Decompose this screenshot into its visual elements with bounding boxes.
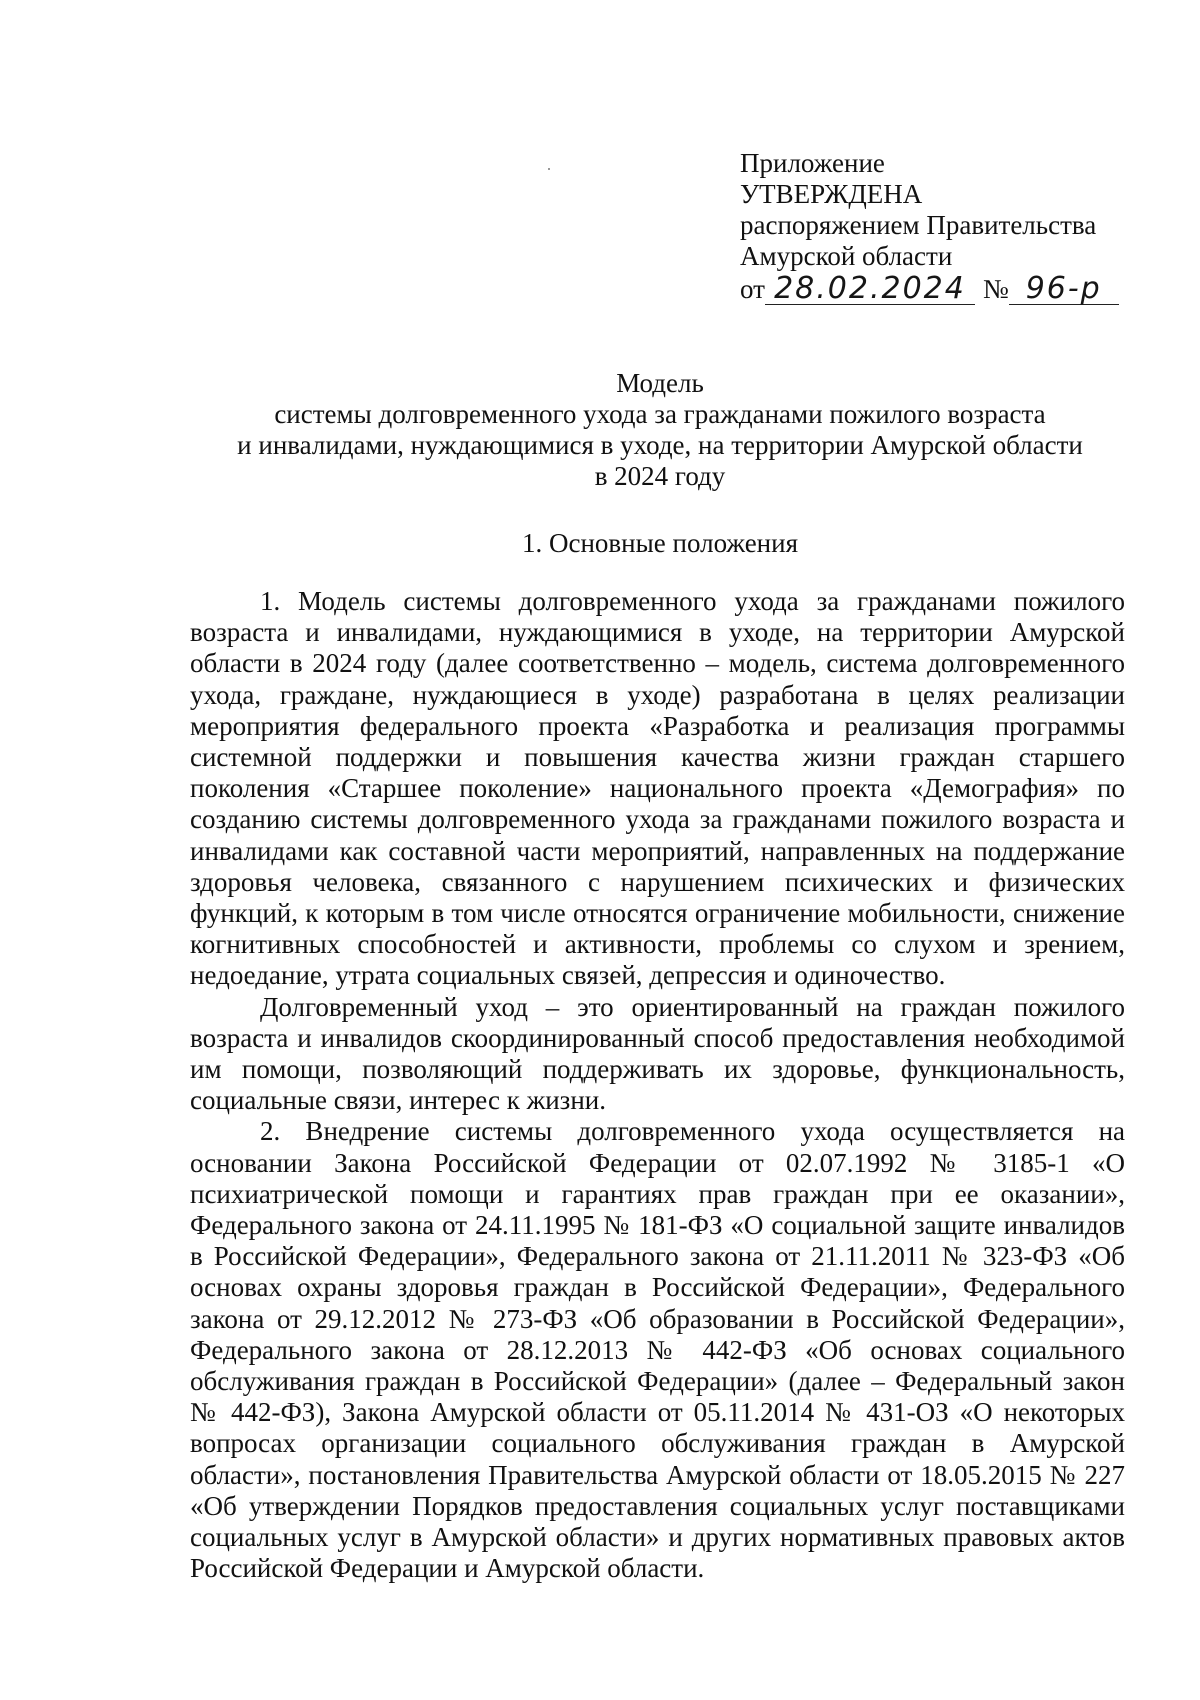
approved-label: УТВЕРЖДЕНА <box>740 179 923 209</box>
authority-line: Амурской области <box>740 241 953 271</box>
approved-by-line: распоряжением Правительства <box>740 210 1097 240</box>
number-label: № <box>982 274 1009 304</box>
paragraph-1: 1. Модель системы долговременного ухода за гражданами пожилого возраста и инвалидами, нуждающимися в уходе, на территории Амурской области в 2024 году (далее соответственно – модель, система долговременного ухода, граждане, нуждающиеся в уходе) разработана в целях реализации мероприятия федерального проекта «Разработка и реализация программы системной поддержки и повышения качества жизни граждан старшего поколения «Старшее поколение» национального проекта «Демография» по созданию системы долговременного ухода за гражданами пожилого возраста и инвалидами как составной части мероприятий, направленных на поддержание здоровья человека, связанного с нарушением психических и физических функций, к которым в том числе относятся ограничение мобильности, снижение когнитивных способностей и активности, проблемы со слухом и зрением, недоедание, утрата социальных связей, депрессия и одиночество. <box>190 586 1125 991</box>
title-line-4: в 2024 году <box>594 461 726 491</box>
date-prefix: от <box>740 274 765 304</box>
scan-speck <box>548 168 550 170</box>
title-line-2: системы долговременного ухода за гражданами пожилого возраста <box>274 399 1046 429</box>
paragraph-3: 2. Внедрение системы долговременного ухода осуществляется на основании Закона Российской Федерации от 02.07.1992 № 3185-1 «О психиатрической помощи и гарантиях прав граждан при ее оказании», Федерального закона от 24.11.1995 № 181-ФЗ «О социальной защите инвалидов в Российской Федерации», Федерального закона от 21.11.2011 № 323-ФЗ «Об основах охраны здоровья граждан в Российской Федерации», Федерального закона от 29.12.2012 № 273-ФЗ «Об образовании в Российской Федерации», Федерального закона от 28.12.2013 № 442-ФЗ «Об основах социального обслуживания граждан в Российской Федерации» (далее – Федеральный закон № 442-ФЗ), Закона Амурской области от 05.11.2014 № 431-ОЗ «О некоторых вопросах организации социального обслуживания граждан в Амурской области», постановления Правительства Амурской области от 18.05.2015 № 227 «Об утверждении Порядков предоставления социальных услуг поставщиками социальных услуг в Амурской области» и других нормативных правовых актов Российской Федерации и Амурской области. <box>190 1116 1125 1584</box>
title-line-1: Модель <box>616 368 704 398</box>
handwritten-date: 28.02.2024 <box>765 274 975 305</box>
document-title <box>180 368 1140 492</box>
date-number-row <box>740 271 1119 306</box>
title-line-3: и инвалидами, нуждающимися в уходе, на территории Амурской области <box>237 430 1083 460</box>
appendix-label: Приложение <box>740 148 885 178</box>
paragraph-2: Долговременный уход – это ориентированный на граждан пожилого возраста и инвалидов скоординированный способ предоставления необходимой им помощи, позволяющий поддерживать их здоровье, функциональность, социальные связи, интерес к жизни. <box>190 991 1125 1116</box>
body-text <box>190 586 1125 1585</box>
handwritten-number: 96-р <box>1009 274 1119 305</box>
section-heading: 1. Основные положения <box>522 528 798 558</box>
approval-block <box>740 148 1119 305</box>
